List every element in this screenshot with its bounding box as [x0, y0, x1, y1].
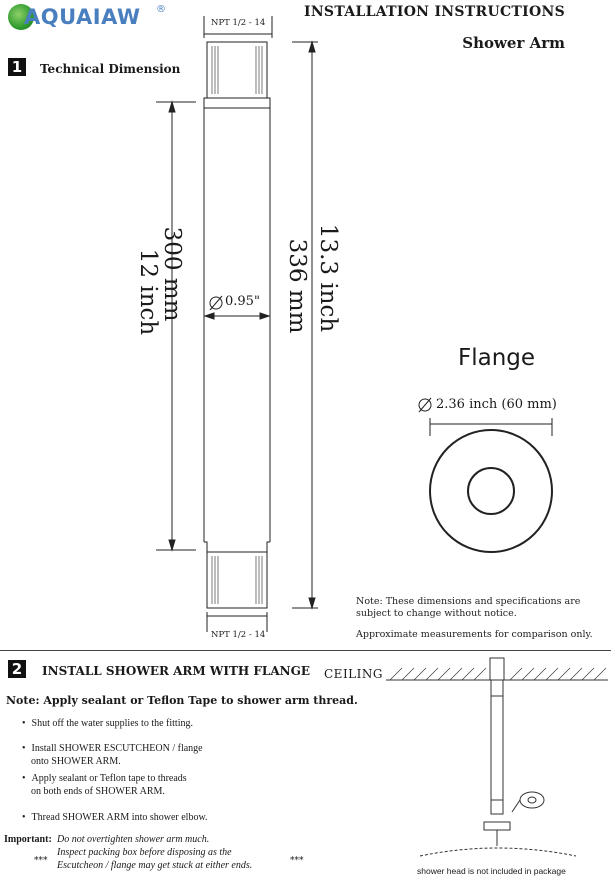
- outer-dim-arrow-top: [309, 42, 315, 52]
- outer-dim-arrow-bottom: [309, 598, 315, 608]
- inner-length-inch: 12 inch: [135, 248, 161, 336]
- outer-length-mm: 336 mm: [284, 238, 310, 334]
- thread-bottom-label: NPT 1/2 - 14: [211, 630, 266, 640]
- step-text: Thread SHOWER ARM into shower elbow.: [31, 812, 208, 823]
- connector-nut: [484, 822, 510, 830]
- inner-length-mm: 300 mm: [159, 226, 185, 322]
- step-item: • Thread SHOWER ARM into shower elbow.: [22, 812, 208, 823]
- shower-head-caption: shower head is not included in package: [417, 866, 566, 876]
- step-item: • Apply sealant or Teflon tape to threads on both ends of SHOWER ARM.: [22, 773, 187, 797]
- registered-mark: ®: [156, 4, 166, 15]
- important-label: Important:: [4, 834, 52, 845]
- pipe-diameter-label: 0.95": [225, 294, 260, 309]
- flange-title: Flange: [458, 345, 536, 371]
- important-line-3: Escutcheon / flange may get stuck at either ends.: [57, 860, 253, 871]
- step-item: • Install SHOWER ESCUTCHEON / flange onto SHOWER ARM.: [22, 743, 203, 767]
- section-1-heading: Technical Dimension: [40, 62, 181, 76]
- shower-head-outline: [420, 848, 576, 856]
- top-thread-section: [207, 42, 267, 98]
- ceiling-hatching: [390, 668, 606, 680]
- outer-length-inch: 13.3 inch: [315, 223, 341, 333]
- note-line-2: subject to change without notice.: [356, 608, 517, 619]
- inner-dim-arrow-bottom: [169, 540, 175, 550]
- teflon-tape-icon: [520, 792, 544, 808]
- bottom-thread-hatching: [212, 556, 262, 604]
- important-line-1: Do not overtighten shower arm much.: [57, 834, 210, 845]
- step-text: Install SHOWER ESCUTCHEON / flange: [31, 743, 203, 754]
- bottom-thread-section: [207, 552, 267, 608]
- bottom-collar: [204, 542, 270, 552]
- important-stars-left: ***: [34, 856, 48, 866]
- step-1-badge: 1: [8, 58, 26, 76]
- flange-diameter-label: 2.36 inch (60 mm): [436, 397, 557, 412]
- shower-elbow: [490, 658, 504, 680]
- important-stars-right: ***: [290, 856, 304, 866]
- step-text-cont: on both ends of SHOWER ARM.: [31, 786, 165, 797]
- flange-inner-circle: [468, 468, 514, 514]
- page-subtitle: Shower Arm: [462, 34, 565, 52]
- step-2-badge: 2: [8, 660, 26, 678]
- diameter-arrow-left: [205, 313, 214, 319]
- note-line-1: Note: These dimensions and specifications are: [356, 596, 581, 607]
- flange-outer-circle: [430, 430, 552, 552]
- page-title: INSTALLATION INSTRUCTIONS: [303, 4, 565, 20]
- note-line-3: Approximate measurements for comparison only.: [356, 629, 593, 640]
- installation-illustration: [380, 650, 611, 870]
- step-text: Shut off the water supplies to the fitting.: [31, 718, 193, 729]
- step-text: Apply sealant or Teflon tape to threads: [31, 773, 187, 784]
- step-text-cont: onto SHOWER ARM.: [31, 756, 121, 767]
- teflon-tape-strip: [512, 800, 520, 812]
- sealant-note: Note: Apply sealant or Teflon Tape to shower arm thread.: [6, 694, 358, 707]
- top-thread-hatching: [212, 46, 262, 94]
- arm-top-thread: [491, 680, 503, 696]
- teflon-tape-core: [528, 797, 536, 803]
- diameter-arrow-right: [260, 313, 269, 319]
- arm-bottom-thread: [491, 800, 503, 814]
- brand-name: AQUAIAW: [24, 5, 141, 29]
- inner-dim-arrow-top: [169, 102, 175, 112]
- top-collar: [204, 98, 270, 108]
- thread-top-label: NPT 1/2 - 14: [211, 18, 266, 28]
- ceiling-label: CEILING: [324, 667, 383, 681]
- important-line-2: Inspect packing box before disposing as the: [57, 847, 232, 858]
- step-item: • Shut off the water supplies to the fitting.: [22, 718, 193, 729]
- section-2-heading: INSTALL SHOWER ARM WITH FLANGE: [42, 664, 311, 678]
